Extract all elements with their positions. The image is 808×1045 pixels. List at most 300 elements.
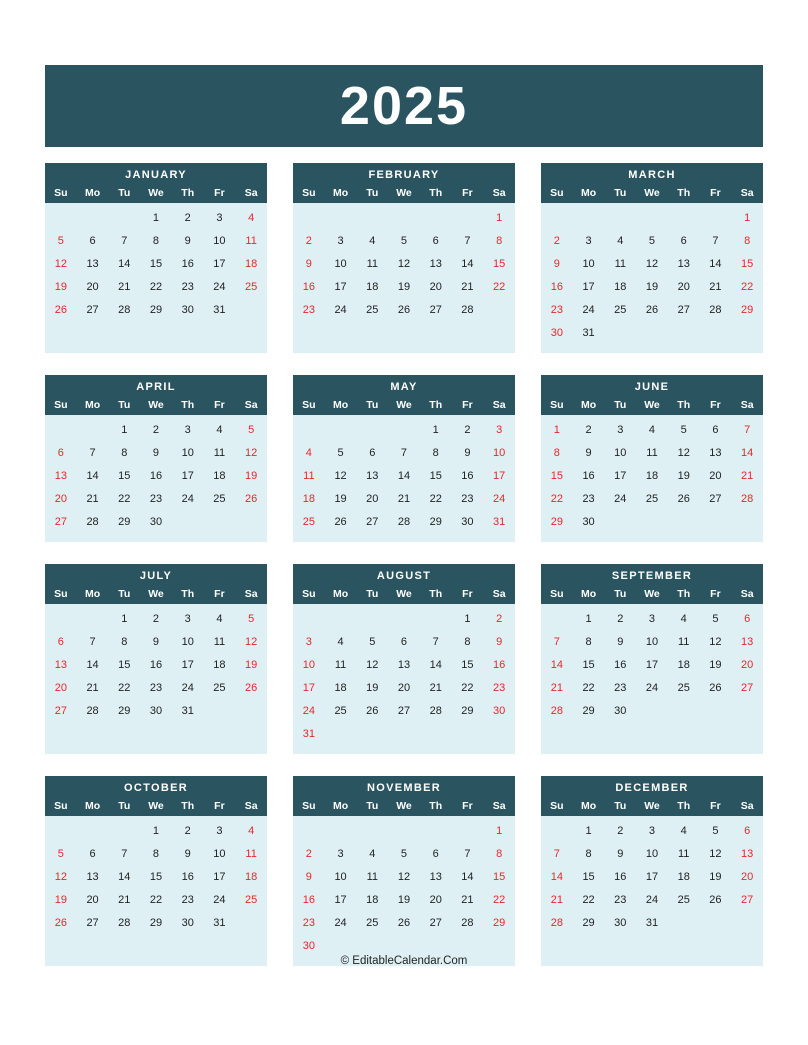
day-cell: 4 [305,447,312,459]
day-cell: 24 [302,705,315,717]
day-cell-empty [636,700,668,723]
day-cell: 10 [645,636,659,648]
weekday-label: Su [54,399,68,411]
day-cell: 5 [369,636,376,648]
day-cell: 15 [461,659,474,671]
day-cell: 24 [582,304,595,316]
day-cell-empty [388,207,420,230]
weekday-label: Th [677,187,691,199]
day-cell: 5 [400,235,408,247]
month-block [45,564,267,754]
weekday-label: Th [677,588,691,600]
day-cell: 5 [337,447,344,459]
day-cell: 30 [181,917,194,929]
day-cell: 8 [496,235,503,247]
month-block [541,163,763,353]
day-cell: 31 [213,917,226,929]
day-cell: 25 [677,682,690,694]
weekday-label: Th [181,399,195,411]
weekday-label: We [396,588,412,600]
day-cell: 12 [677,447,690,459]
day-cell: 18 [334,682,347,694]
day-cell: 27 [397,705,411,717]
day-cell: 25 [245,281,258,293]
weekday-label: We [148,800,164,812]
day-grid [45,816,267,943]
day-cell-empty [452,723,484,746]
day-cell: 11 [366,258,378,270]
day-cell: 28 [429,705,442,717]
day-cell: 23 [181,894,194,906]
day-cell: 3 [496,424,503,436]
day-cell: 16 [614,659,627,671]
day-cell: 12 [397,258,411,270]
day-cell-empty [483,299,515,322]
day-cell: 6 [400,636,408,648]
weekday-label: Th [429,588,443,600]
day-cell: 25 [213,493,226,505]
day-cell: 30 [302,940,315,952]
day-cell-empty [668,207,700,230]
day-cell: 20 [54,493,67,505]
day-cell-empty [356,723,388,746]
day-cell: 19 [397,281,411,293]
day-cell: 8 [496,848,503,860]
day-cell: 10 [614,447,627,459]
day-cell: 1 [464,613,471,625]
weekday-label: Mo [332,399,349,411]
day-cell: 6 [89,848,96,860]
day-cell-empty [325,723,357,746]
weekday-label: Fr [710,588,721,600]
day-cell: 22 [493,281,506,293]
day-cell: 29 [149,917,163,929]
weekday-label: Fr [214,588,225,600]
day-cell-empty [108,820,140,843]
weekday-label: Sa [740,800,754,812]
day-cell-empty [108,207,140,230]
day-cell: 18 [213,659,226,671]
day-cell: 20 [54,682,67,694]
weekday-label: Tu [118,588,131,600]
month-title: MAY [293,375,515,399]
day-cell: 1 [432,424,439,436]
day-cell: 2 [184,825,191,837]
day-cell: 20 [429,894,442,906]
weekday-label: Fr [462,187,473,199]
day-cell: 29 [118,516,131,528]
day-cell: 10 [213,848,226,860]
weekday-label: Fr [214,187,225,199]
day-cell: 26 [366,705,379,717]
day-cell: 21 [429,682,442,694]
day-cell: 3 [337,235,344,247]
day-cell: 28 [461,917,474,929]
weekday-label: Tu [614,399,627,411]
day-cell: 15 [118,659,131,671]
day-cell: 25 [366,304,379,316]
day-cell: 13 [86,871,99,883]
day-cell: 16 [493,659,506,671]
day-cell: 8 [152,235,160,247]
day-cell: 11 [334,659,347,671]
day-cell-empty [452,820,484,843]
day-cell: 8 [152,848,160,860]
day-cell: 20 [741,871,754,883]
day-cell: 25 [614,304,627,316]
day-cell: 21 [86,493,99,505]
weekday-label: Tu [614,800,627,812]
day-cell: 18 [677,871,690,883]
weekday-header-row [45,800,267,816]
day-cell: 26 [397,304,411,316]
day-cell: 1 [585,613,592,625]
weekday-label: Su [54,187,68,199]
weekday-label: Sa [244,399,258,411]
day-cell: 25 [213,682,226,694]
weekday-label: Mo [580,588,597,600]
day-cell: 2 [184,212,191,224]
day-cell-empty [700,322,732,345]
weekday-label: Mo [580,800,597,812]
day-cell: 15 [118,470,131,482]
day-cell: 4 [369,235,376,247]
day-cell: 18 [645,470,659,482]
day-cell-empty [388,608,420,631]
day-cell-empty [420,723,452,746]
weekday-label: Su [550,588,564,600]
day-cell-empty [77,207,109,230]
day-cell: 19 [709,659,722,671]
day-cell: 12 [709,636,722,648]
day-cell: 30 [181,304,194,316]
weekday-header-row [541,588,763,604]
day-cell: 19 [677,470,690,482]
day-cell: 1 [553,424,560,436]
day-cell: 15 [149,258,163,270]
day-cell-empty [293,608,325,631]
day-cell: 14 [741,447,754,459]
day-cell: 9 [305,871,312,883]
day-cell-empty [604,322,636,345]
day-cell: 14 [86,470,99,482]
day-cell-empty [325,608,357,631]
day-cell: 31 [302,728,315,740]
day-cell: 7 [121,235,128,247]
day-cell: 1 [121,424,128,436]
month-block [45,163,267,353]
weekday-label: Sa [492,399,506,411]
day-cell: 9 [152,447,160,459]
day-cell: 18 [213,470,226,482]
weekday-label: Sa [244,588,258,600]
day-cell: 15 [582,871,595,883]
day-cell: 12 [334,470,347,482]
day-cell-empty [541,820,573,843]
day-cell: 17 [181,659,194,671]
day-cell: 21 [118,281,131,293]
day-cell: 24 [614,493,627,505]
day-cell: 15 [493,258,506,270]
day-cell: 25 [245,894,258,906]
day-cell: 9 [184,848,191,860]
weekday-label: Fr [214,399,225,411]
day-cell: 31 [645,917,659,929]
month-title: JULY [45,564,267,588]
day-cell: 16 [582,470,595,482]
day-cell: 24 [213,281,226,293]
weekday-label: We [396,399,412,411]
day-cell: 2 [496,613,503,625]
day-cell: 22 [118,493,131,505]
day-cell-empty [636,322,668,345]
day-cell: 19 [54,281,67,293]
day-cell: 16 [181,258,194,270]
day-cell: 14 [709,258,722,270]
day-cell: 3 [216,212,223,224]
day-cell: 12 [366,659,379,671]
day-cell: 6 [744,613,751,625]
day-cell: 23 [302,917,315,929]
day-cell: 3 [648,613,656,625]
day-cell: 21 [397,493,411,505]
weekday-label: Fr [710,187,721,199]
day-cell-empty [388,820,420,843]
day-cell: 14 [429,659,442,671]
day-cell: 3 [184,424,191,436]
day-cell: 8 [121,636,128,648]
day-cell: 23 [550,304,563,316]
day-cell-empty [77,608,109,631]
day-cell: 12 [54,258,67,270]
day-cell: 10 [302,659,315,671]
day-cell: 27 [677,304,690,316]
day-cell: 2 [585,424,592,436]
weekday-header-row [541,800,763,816]
day-cell: 9 [617,848,624,860]
day-cell: 5 [648,235,656,247]
day-cell: 25 [645,493,659,505]
weekday-label: Th [429,800,443,812]
day-cell-empty [668,700,700,723]
day-cell: 20 [86,894,99,906]
day-cell: 6 [369,447,376,459]
weekday-label: Mo [580,399,597,411]
day-cell: 6 [57,447,64,459]
day-cell: 18 [302,493,315,505]
day-cell: 9 [184,235,191,247]
day-cell-empty [731,511,763,534]
month-block [45,375,267,542]
day-cell: 19 [54,894,67,906]
weekday-label: Su [302,187,316,199]
weekday-label: Mo [332,800,349,812]
day-cell: 30 [493,705,506,717]
day-cell: 14 [118,871,131,883]
day-cell: 4 [216,613,223,625]
day-cell: 23 [614,682,627,694]
day-cell: 22 [550,493,563,505]
day-cell: 23 [582,493,595,505]
day-cell: 16 [302,281,315,293]
day-cell: 25 [302,516,315,528]
day-cell: 12 [245,447,258,459]
day-cell: 8 [553,447,560,459]
day-cell: 4 [648,424,656,436]
day-cell: 10 [493,447,506,459]
day-cell: 29 [118,705,131,717]
day-cell: 13 [397,659,411,671]
day-cell: 23 [149,682,163,694]
weekday-label: Sa [492,187,506,199]
day-cell: 8 [744,235,751,247]
day-cell: 22 [149,281,163,293]
weekday-label: Mo [84,800,101,812]
day-cell: 17 [334,281,347,293]
day-cell: 13 [366,470,379,482]
weekday-label: We [396,800,412,812]
day-cell: 7 [553,848,560,860]
day-cell-empty [604,511,636,534]
day-cell: 28 [118,917,131,929]
day-cell: 7 [89,447,96,459]
month-title: OCTOBER [45,776,267,800]
day-cell: 10 [645,848,659,860]
day-cell: 24 [493,493,506,505]
day-cell: 24 [334,304,347,316]
day-cell: 4 [337,636,344,648]
day-cell: 1 [152,212,160,224]
weekday-label: Su [302,588,316,600]
day-cell-empty [77,419,109,442]
day-cell: 27 [54,516,67,528]
weekday-header-row [293,588,515,604]
day-cell: 15 [550,470,563,482]
day-cell: 30 [550,327,563,339]
day-cell: 29 [550,516,563,528]
day-cell-empty [204,511,236,534]
day-cell: 21 [86,682,99,694]
day-cell: 1 [121,613,128,625]
day-cell: 9 [585,447,592,459]
day-cell: 13 [677,258,690,270]
day-cell: 21 [461,894,474,906]
weekday-label: Sa [740,399,754,411]
weekday-header-row [541,399,763,415]
day-cell: 21 [741,470,754,482]
day-cell: 18 [245,258,258,270]
day-cell: 13 [429,871,442,883]
day-cell: 17 [645,659,659,671]
day-cell: 28 [461,304,474,316]
day-cell-empty [700,511,732,534]
day-cell: 10 [334,871,347,883]
weekday-header-row [45,399,267,415]
day-cell: 4 [617,235,624,247]
day-cell: 10 [213,235,226,247]
weekday-label: Fr [462,800,473,812]
day-cell: 8 [121,447,128,459]
weekday-label: Th [181,187,195,199]
day-cell: 27 [741,682,754,694]
weekday-header-row [45,187,267,203]
day-cell: 17 [302,682,315,694]
day-cell: 20 [86,281,99,293]
day-cell: 25 [334,705,347,717]
day-cell: 23 [614,894,627,906]
weekday-label: Th [677,800,691,812]
day-cell-empty [420,608,452,631]
day-cell-empty [388,723,420,746]
day-cell: 17 [181,470,194,482]
day-cell: 24 [645,894,659,906]
day-cell-empty [420,207,452,230]
day-cell: 2 [553,235,560,247]
weekday-label: Fr [710,800,721,812]
day-cell-empty [235,511,267,534]
day-grid [541,415,763,542]
day-cell: 26 [334,516,347,528]
weekday-label: Tu [118,187,131,199]
day-cell: 26 [397,917,411,929]
day-cell: 22 [429,493,442,505]
day-cell: 21 [118,894,131,906]
day-cell: 7 [121,848,128,860]
weekday-label: Fr [462,588,473,600]
day-cell: 22 [493,894,506,906]
day-cell: 29 [149,304,163,316]
weekday-header-row [45,588,267,604]
day-cell: 13 [429,258,442,270]
day-cell: 6 [432,848,439,860]
weekday-label: Tu [118,399,131,411]
weekday-label: Tu [366,187,379,199]
day-cell: 17 [493,470,506,482]
day-cell: 30 [614,705,627,717]
day-cell: 7 [744,424,751,436]
weekday-label: Su [550,800,564,812]
day-grid [293,604,515,754]
day-cell-empty [731,912,763,935]
day-cell-empty [325,419,357,442]
day-cell: 8 [585,636,592,648]
weekday-label: We [644,187,660,199]
day-cell: 11 [646,447,658,459]
day-cell: 19 [366,682,379,694]
day-cell: 27 [366,516,379,528]
weekday-label: We [148,187,164,199]
day-cell: 6 [89,235,96,247]
year-title: 2025 [339,76,469,136]
day-cell-empty [541,608,573,631]
day-cell: 4 [248,825,255,837]
month-block [293,776,515,966]
day-cell: 16 [302,894,315,906]
weekday-label: Fr [710,399,721,411]
day-cell: 2 [305,848,312,860]
day-grid [45,203,267,330]
month-block [293,163,515,353]
month-title: JUNE [541,375,763,399]
day-cell: 23 [302,304,315,316]
day-cell-empty [700,912,732,935]
day-grid [293,415,515,542]
day-cell: 20 [397,682,411,694]
month-block [293,564,515,754]
day-cell-empty [573,207,605,230]
day-cell: 22 [741,281,754,293]
day-cell: 24 [213,894,226,906]
